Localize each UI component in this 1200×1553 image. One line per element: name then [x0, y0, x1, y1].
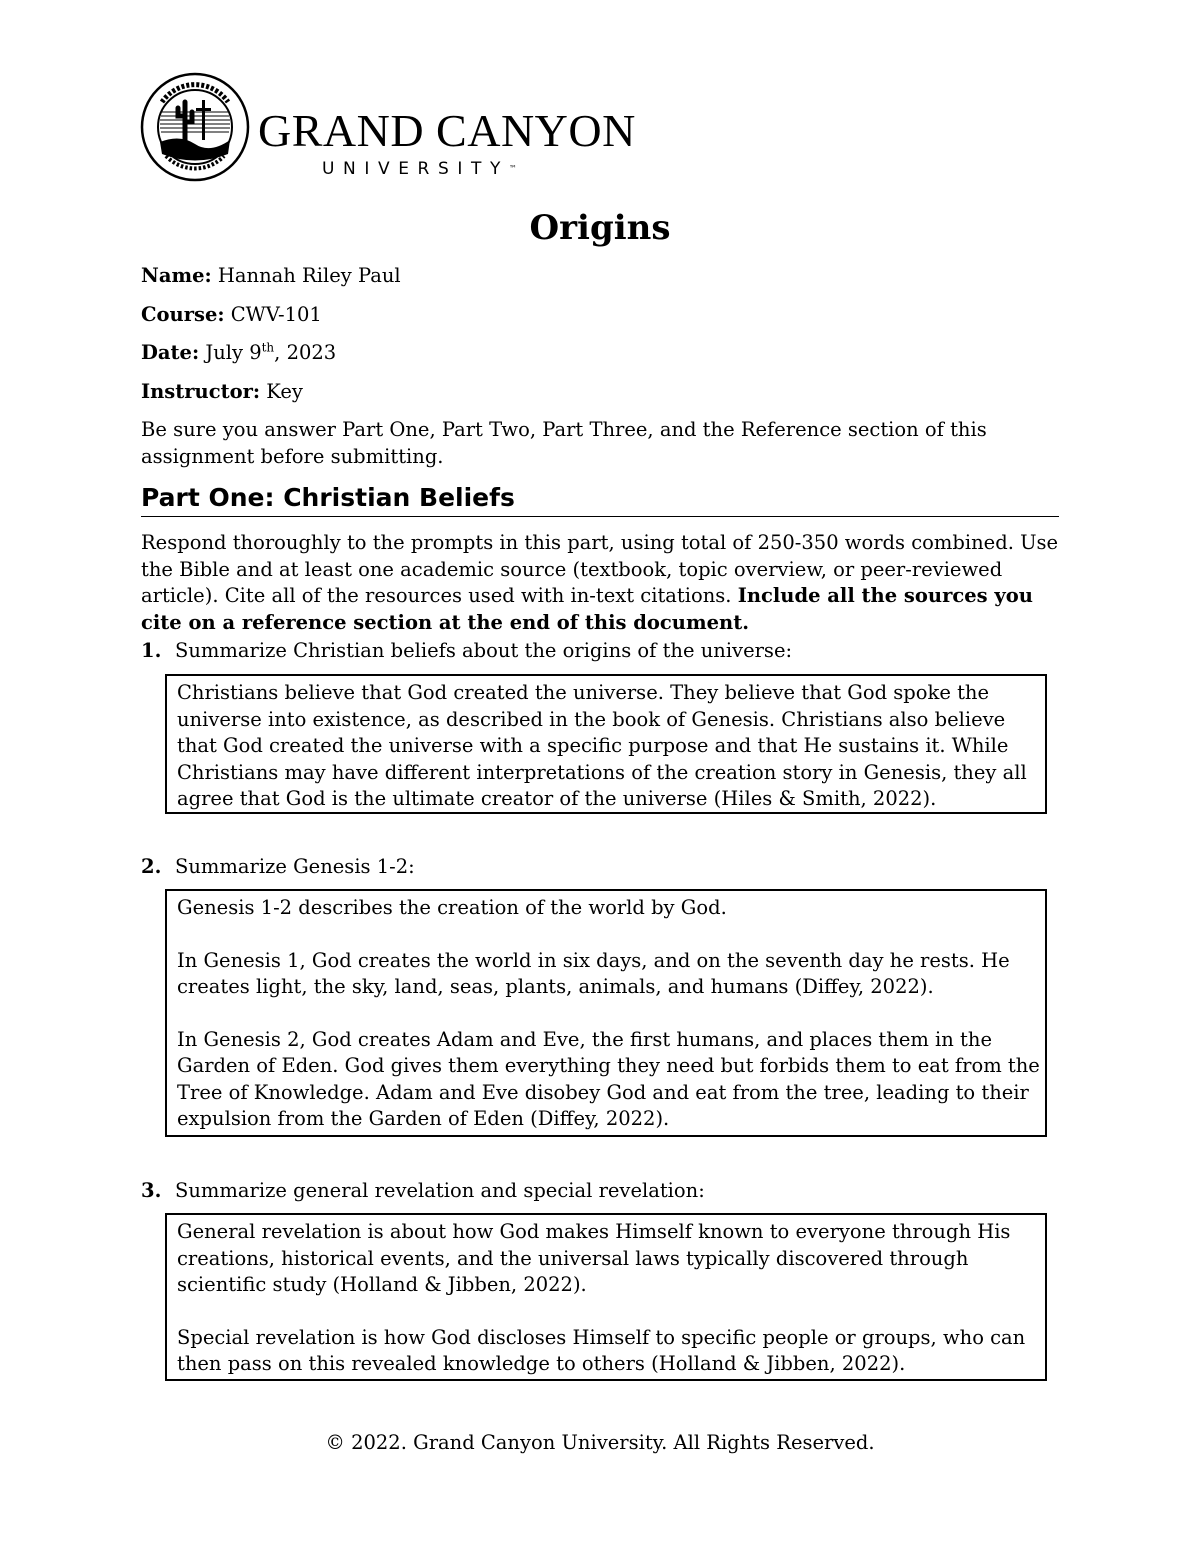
instructor-field: Instructor: Key [141, 380, 303, 403]
university-seal-icon [140, 72, 250, 182]
answer-box-2[interactable] [165, 889, 1047, 1137]
answer-paragraph: In Genesis 1, God creates the world in six days, and on the seventh day he rests. He creates light, the sky, land, seas, plants, animals, and humans (Diffey, 2022). [177, 948, 1010, 998]
name-field: Name: Hannah Riley Paul [141, 264, 401, 287]
trademark-symbol: ™ [508, 164, 517, 173]
question-3: 3. Summarize general revelation and special revelation: [141, 1179, 705, 1202]
answer-paragraph: Christians believe that God created the universe. They believe that God spoke the universe into existence, as described in the book of Genesis. Christians also believe that God created the universe with a specific purpose and that He sustains it. While Christians may have different interpretations of the creation story in Genesis, they all agree that God is the ultimate creator of the universe (Hiles & Smith, 2022). [177, 681, 1027, 810]
course-field: Course: CWV-101 [141, 303, 322, 326]
wordmark-university: UNIVERSITY™ [322, 159, 517, 179]
part-one-heading: Part One: Christian Beliefs [141, 482, 1059, 517]
date-field: Date: July 9th, 2023 [141, 340, 337, 364]
question-1: 1. Summarize Christian beliefs about the origins of the universe: [141, 639, 793, 662]
university-logo [140, 72, 636, 182]
answer-box-3[interactable] [165, 1213, 1047, 1381]
answer-box-1[interactable] [165, 674, 1047, 814]
answer-paragraph: General revelation is about how God makes Himself known to everyone through His creations, historical events, and the universal laws typically discovered through scientific study (Holland & Jibben, 2022). [177, 1220, 1011, 1296]
document-title: Origins [529, 208, 671, 248]
answer-paragraph: Special revelation is how God discloses Himself to specific people or groups, who can then pass on this revealed knowledge to others (Holland & Jibben, 2022). [177, 1325, 1026, 1375]
question-2: 2. Summarize Genesis 1-2: [141, 855, 415, 878]
part-one-instructions: Respond thoroughly to the prompts in this part, using total of 250-350 words combined. Use the Bible and at least one academic source (textbook, topic overview, or peer-reviewed article). Cite all of the resources used with in-text citations. Include all the sources you cite on a reference section at the end of this document. [141, 531, 1059, 634]
answer-paragraph: In Genesis 2, God creates Adam and Eve, the first humans, and places them in the Garden of Eden. God gives them everything they need but forbids them to eat from the Tree of Knowledge. Adam and Eve disobey God and eat from the tree, leading to their expulsion from the Garden of Eden (Diffey, 2022). [177, 1027, 1040, 1130]
answer-paragraph: Genesis 1-2 describes the creation of the world by God. [177, 896, 727, 919]
copyright-footer: © 2022. Grand Canyon University. All Rights Reserved. [325, 1431, 875, 1454]
intro-paragraph: Be sure you answer Part One, Part Two, Part Three, and the Reference section of this assignment before submitting. [141, 418, 987, 468]
wordmark-grand-canyon: GRAND CANYON [258, 105, 636, 156]
